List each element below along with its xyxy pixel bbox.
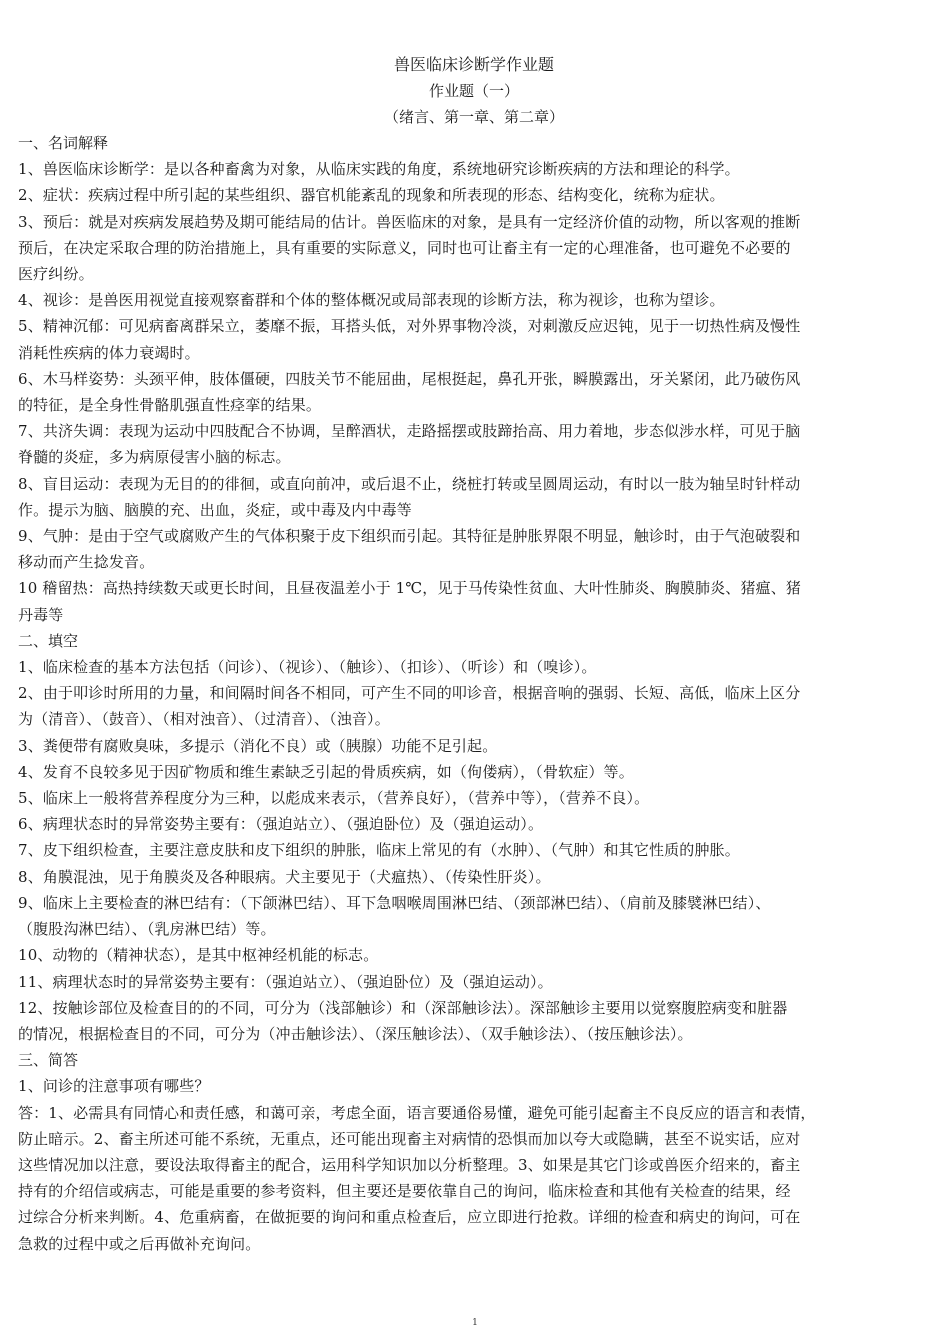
- section-short-answer: [18, 1073, 930, 1256]
- section-heading-definitions: 一、名词解释: [18, 134, 109, 152]
- text-line: 7、皮下组织检查，主要注意皮肤和皮下组织的肿胀，临床上常见的有（水肿）、（气肿）和其它性质的肿胀。: [18, 841, 740, 860]
- document-scope: （绪言、第一章、第二章）: [383, 108, 564, 126]
- text-line: 丹毒等: [18, 605, 64, 624]
- text-line: （腹股沟淋巴结）、（乳房淋巴结）等。: [18, 920, 276, 939]
- text-line: 2、由于叩诊时所用的力量，和间隔时间各不相同，可产生不同的叩诊音，根据音响的强弱、长短、高低，临床上区分: [18, 684, 801, 703]
- section-fill-in: [18, 654, 930, 1047]
- document-page: [18, 52, 930, 1257]
- text-line: 医疗纠纷。: [18, 265, 94, 284]
- text-line: 急救的过程中或之后再做补充询问。: [18, 1234, 261, 1253]
- document-title: 兽医临床诊断学作业题: [393, 55, 554, 74]
- text-line: 移动而产生捻发音。: [18, 553, 155, 572]
- text-line: 作。提示为脑、脑膜的充、出血，炎症，或中毒及内中毒等: [18, 500, 412, 519]
- text-line: 11、病理状态时的异常姿势主要有：（强迫站立）、（强迫卧位）及（强迫运动）。: [18, 972, 553, 991]
- text-line: 1、临床检查的基本方法包括（问诊）、（视诊）、（触诊）、（扣诊）、（听诊）和（嗅诊）。: [18, 658, 597, 677]
- text-line: 3、粪便带有腐败臭味，多提示（消化不良）或（胰腺）功能不足引起。: [18, 736, 498, 755]
- text-line: 的特征，是全身性骨骼肌强直性痉挛的结果。: [18, 396, 322, 415]
- text-line: 6、病理状态时的异常姿势主要有：（强迫站立）、（强迫卧位）及（强迫运动）。: [18, 815, 544, 834]
- text-line: 7、共济失调：表现为运动中四肢配合不协调，呈醉酒状，走路摇摆或肢蹄抬高、用力着地，步态似涉水样，可见于脑: [18, 422, 801, 441]
- text-line: 10、动物的（精神状态），是其中枢神经机能的标志。: [18, 946, 379, 965]
- text-line: 10 稽留热：高热持续数天或更长时间，且昼夜温差小于 1℃，见于马传染性贫血、大叶性肺炎、胸膜肺炎、猪瘟、猪: [18, 579, 802, 598]
- text-line: 5、临床上一般将营养程度分为三种，以彪成来表示，（营养良好），（营养中等），（营养不良）。: [18, 789, 650, 808]
- text-line: 答：1、必需具有同情心和责任感，和蔼可亲，考虑全面，语言要通俗易懂，避免可能引起畜主不良反应的语言和表情，: [18, 1103, 816, 1122]
- section-heading-short-answer: 三、简答: [18, 1051, 79, 1070]
- text-line: 9、气肿：是由于空气或腐败产生的气体积聚于皮下组织而引起。其特征是肿胀界限不明显，触诊时，由于气泡破裂和: [18, 527, 801, 546]
- section-definitions: [18, 156, 930, 628]
- text-line: 这些情况加以注意，要设法取得畜主的配合，运用科学知识加以分析整理。3、如果是其它门诊或兽医介绍来的，畜主: [18, 1155, 801, 1174]
- page-number: 1: [472, 1318, 478, 1328]
- text-line: 2、症状：疾病过程中所引起的某些组织、器官机能紊乱的现象和所表现的形态、结构变化，统称为症状。: [18, 186, 725, 205]
- text-line: 持有的介绍信或病志，可能是重要的参考资料，但主要还是要依靠自己的询问，临床检查和其他有关检查的结果，经: [18, 1182, 791, 1201]
- text-line: 8、角膜混浊，见于角膜炎及各种眼病。犬主要见于（犬瘟热）、（传染性肝炎）。: [18, 867, 551, 886]
- text-line: 预后，在决定采取合理的防治措施上，具有重要的实际意义，同时也可让畜主有一定的心理准备，也可避免不必要的: [18, 238, 791, 257]
- text-line: 1、兽医临床诊断学：是以各种畜禽为对象，从临床实践的角度，系统地研究诊断疾病的方法和理论的科学。: [18, 160, 740, 179]
- text-line: 5、精神沉郁：可见病畜离群呆立，萎靡不振，耳搭头低，对外界事物冷淡，对刺激反应迟钝，见于一切热性病及慢性: [18, 317, 801, 336]
- text-line: 6、木马样姿势：头颈平伸，肢体僵硬，四肢关节不能屈曲，尾根挺起，鼻孔开张，瞬膜露出，牙关紧闭，此乃破伤风: [18, 369, 801, 388]
- text-line: 脊髓的炎症，多为病原侵害小脑的标志。: [18, 448, 291, 467]
- text-line: 1、问诊的注意事项有哪些？: [18, 1077, 210, 1096]
- text-line: 过综合分析来判断。4、危重病畜，在做扼要的询问和重点检查后，应立即进行抢救。详细的检查和病史的询问，可在: [18, 1208, 801, 1227]
- text-line: 9、临床上主要检查的淋巴结有：（下颌淋巴结）、耳下急咽喉周围淋巴结、（颈部淋巴结）、（肩前及膝襞淋巴结）、: [18, 893, 771, 912]
- text-line: 3、预后：就是对疾病发展趋势及期可能结局的估计。兽医临床的对象，是具有一定经济价值的动物，所以客观的推断: [18, 212, 801, 231]
- text-line: 为（清音）、（鼓音）、（相对浊音）、（过清音）、（浊音）。: [18, 710, 390, 729]
- text-line: 防止暗示。2、畜主所述可能不系统，无重点，还可能出现畜主对病情的恐惧而加以夸大或隐瞒，甚至不说实话，应对: [18, 1129, 801, 1148]
- text-line: 的情况，根据检查目的不同，可分为（冲击触诊法）、（深压触诊法）、（双手触诊法）、（按压触诊法）。: [18, 1024, 693, 1043]
- text-line: 4、发育不良较多见于因矿物质和维生素缺乏引起的骨质疾病，如（佝偻病），（骨软症）等。: [18, 762, 634, 781]
- text-line: 4、视诊：是兽医用视觉直接观察畜群和个体的整体概况或局部表现的诊断方法，称为视诊，也称为望诊。: [18, 291, 725, 310]
- document-subtitle: 作业题（一）: [428, 82, 519, 100]
- text-line: 消耗性疾病的体力衰竭时。: [18, 343, 200, 362]
- text-line: 8、盲目运动：表现为无目的的徘徊，或直向前冲，或后退不止，绕桩打转或呈圆周运动，有时以一肢为轴呈时针样动: [18, 474, 801, 493]
- section-heading-fill-in: 二、填空: [18, 631, 79, 650]
- text-line: 12、按触诊部位及检查目的的不同，可分为（浅部触诊）和（深部触诊法）。深部触诊主要用以觉察腹腔病变和脏器: [18, 998, 788, 1017]
